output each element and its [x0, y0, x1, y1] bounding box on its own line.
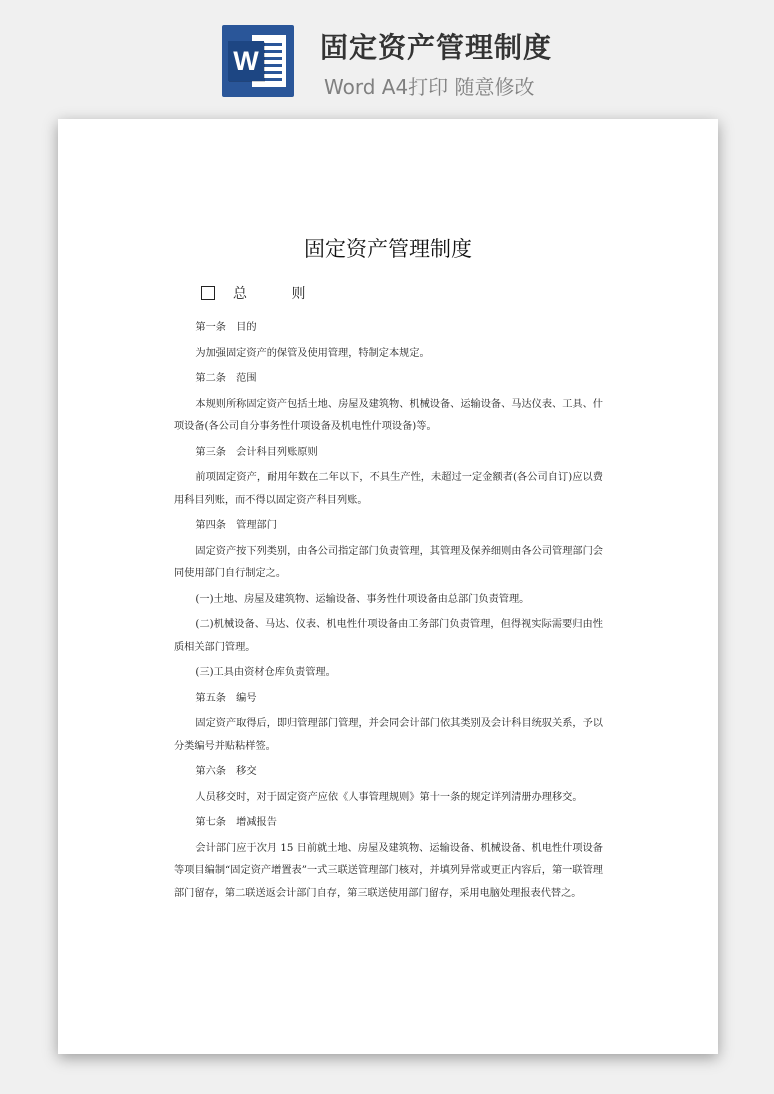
list-item: (三)工具由资材仓库负责管理。 — [195, 667, 336, 678]
paragraph: 会计部门应于次月 15 日前就土地、房屋及建筑物、运输设备、机械设备、机电性什项设备等项目编制“固定资产增置表”一式三联送管理部门核对，并填列异常或更正内容后，第一联管理部门留存，第二联送返会计部门自存，第三联送使用部门留存，采用电脑处理报表代替之。 — [174, 842, 603, 899]
checkbox-icon — [201, 286, 215, 300]
paragraph: 固定资产按下列类别，由各公司指定部门负责管理，其管理及保养细则由各公司管理部门会同使用部门自行制定之。 — [174, 545, 603, 579]
article-heading: 第一条 目的 — [195, 322, 257, 333]
paragraph: 人员移交时，对于固定资产应依《人事管理规则》第十一条的规定详列清册办理移交。 — [195, 791, 583, 803]
paragraph: 本规则所称固定资产包括土地、房屋及建筑物、机械设备、运输设备、马达仪表、工具、什项设备(各公司自分事务性什项设备及机电性什项设备)等。 — [174, 398, 603, 432]
article-heading: 第七条 增减报告 — [195, 817, 277, 828]
article-heading: 第五条 编号 — [195, 692, 257, 704]
watermark — [90, 495, 133, 540]
word-icon-letter: W — [228, 41, 264, 81]
list-item: (一)土地、房屋及建筑物、运输设备、事务性什项设备由总部门负责管理。 — [195, 593, 530, 605]
section-heading-text: 总 则 — [233, 286, 326, 302]
header-title: 固定资产管理制度 — [320, 31, 553, 64]
word-icon — [222, 25, 294, 97]
article-heading: 第二条 范围 — [195, 373, 257, 384]
document-title: 固定资产管理制度 — [304, 237, 472, 261]
header-subtitle: Word A4打印 随意修改 — [324, 75, 535, 99]
article-heading: 第三条 会计科目列账原则 — [195, 446, 318, 458]
paragraph: 固定资产取得后，即归管理部门管理，并会同会计部门依其类别及会计科目统驭关系，予以分类编号并贴粘样签。 — [174, 718, 603, 752]
section-heading — [201, 283, 325, 303]
paragraph: 为加强固定资产的保管及使用管理，特制定本规定。 — [195, 347, 430, 359]
list-item: (二)机械设备、马达、仪表、机电性什项设备由工务部门负责管理，但得视实际需要归由性质相关部门管理。 — [174, 619, 603, 653]
article-heading: 第六条 移交 — [195, 766, 257, 777]
document-body — [174, 317, 603, 908]
promo-header — [0, 0, 774, 118]
article-heading: 第四条 管理部门 — [195, 520, 277, 531]
document-page — [58, 119, 718, 1054]
paragraph: 前项固定资产，耐用年数在二年以下，不具生产性，未超过一定金额者(各公司自订)应以费用科目列账，而不得以固定资产科目列账。 — [174, 472, 603, 506]
